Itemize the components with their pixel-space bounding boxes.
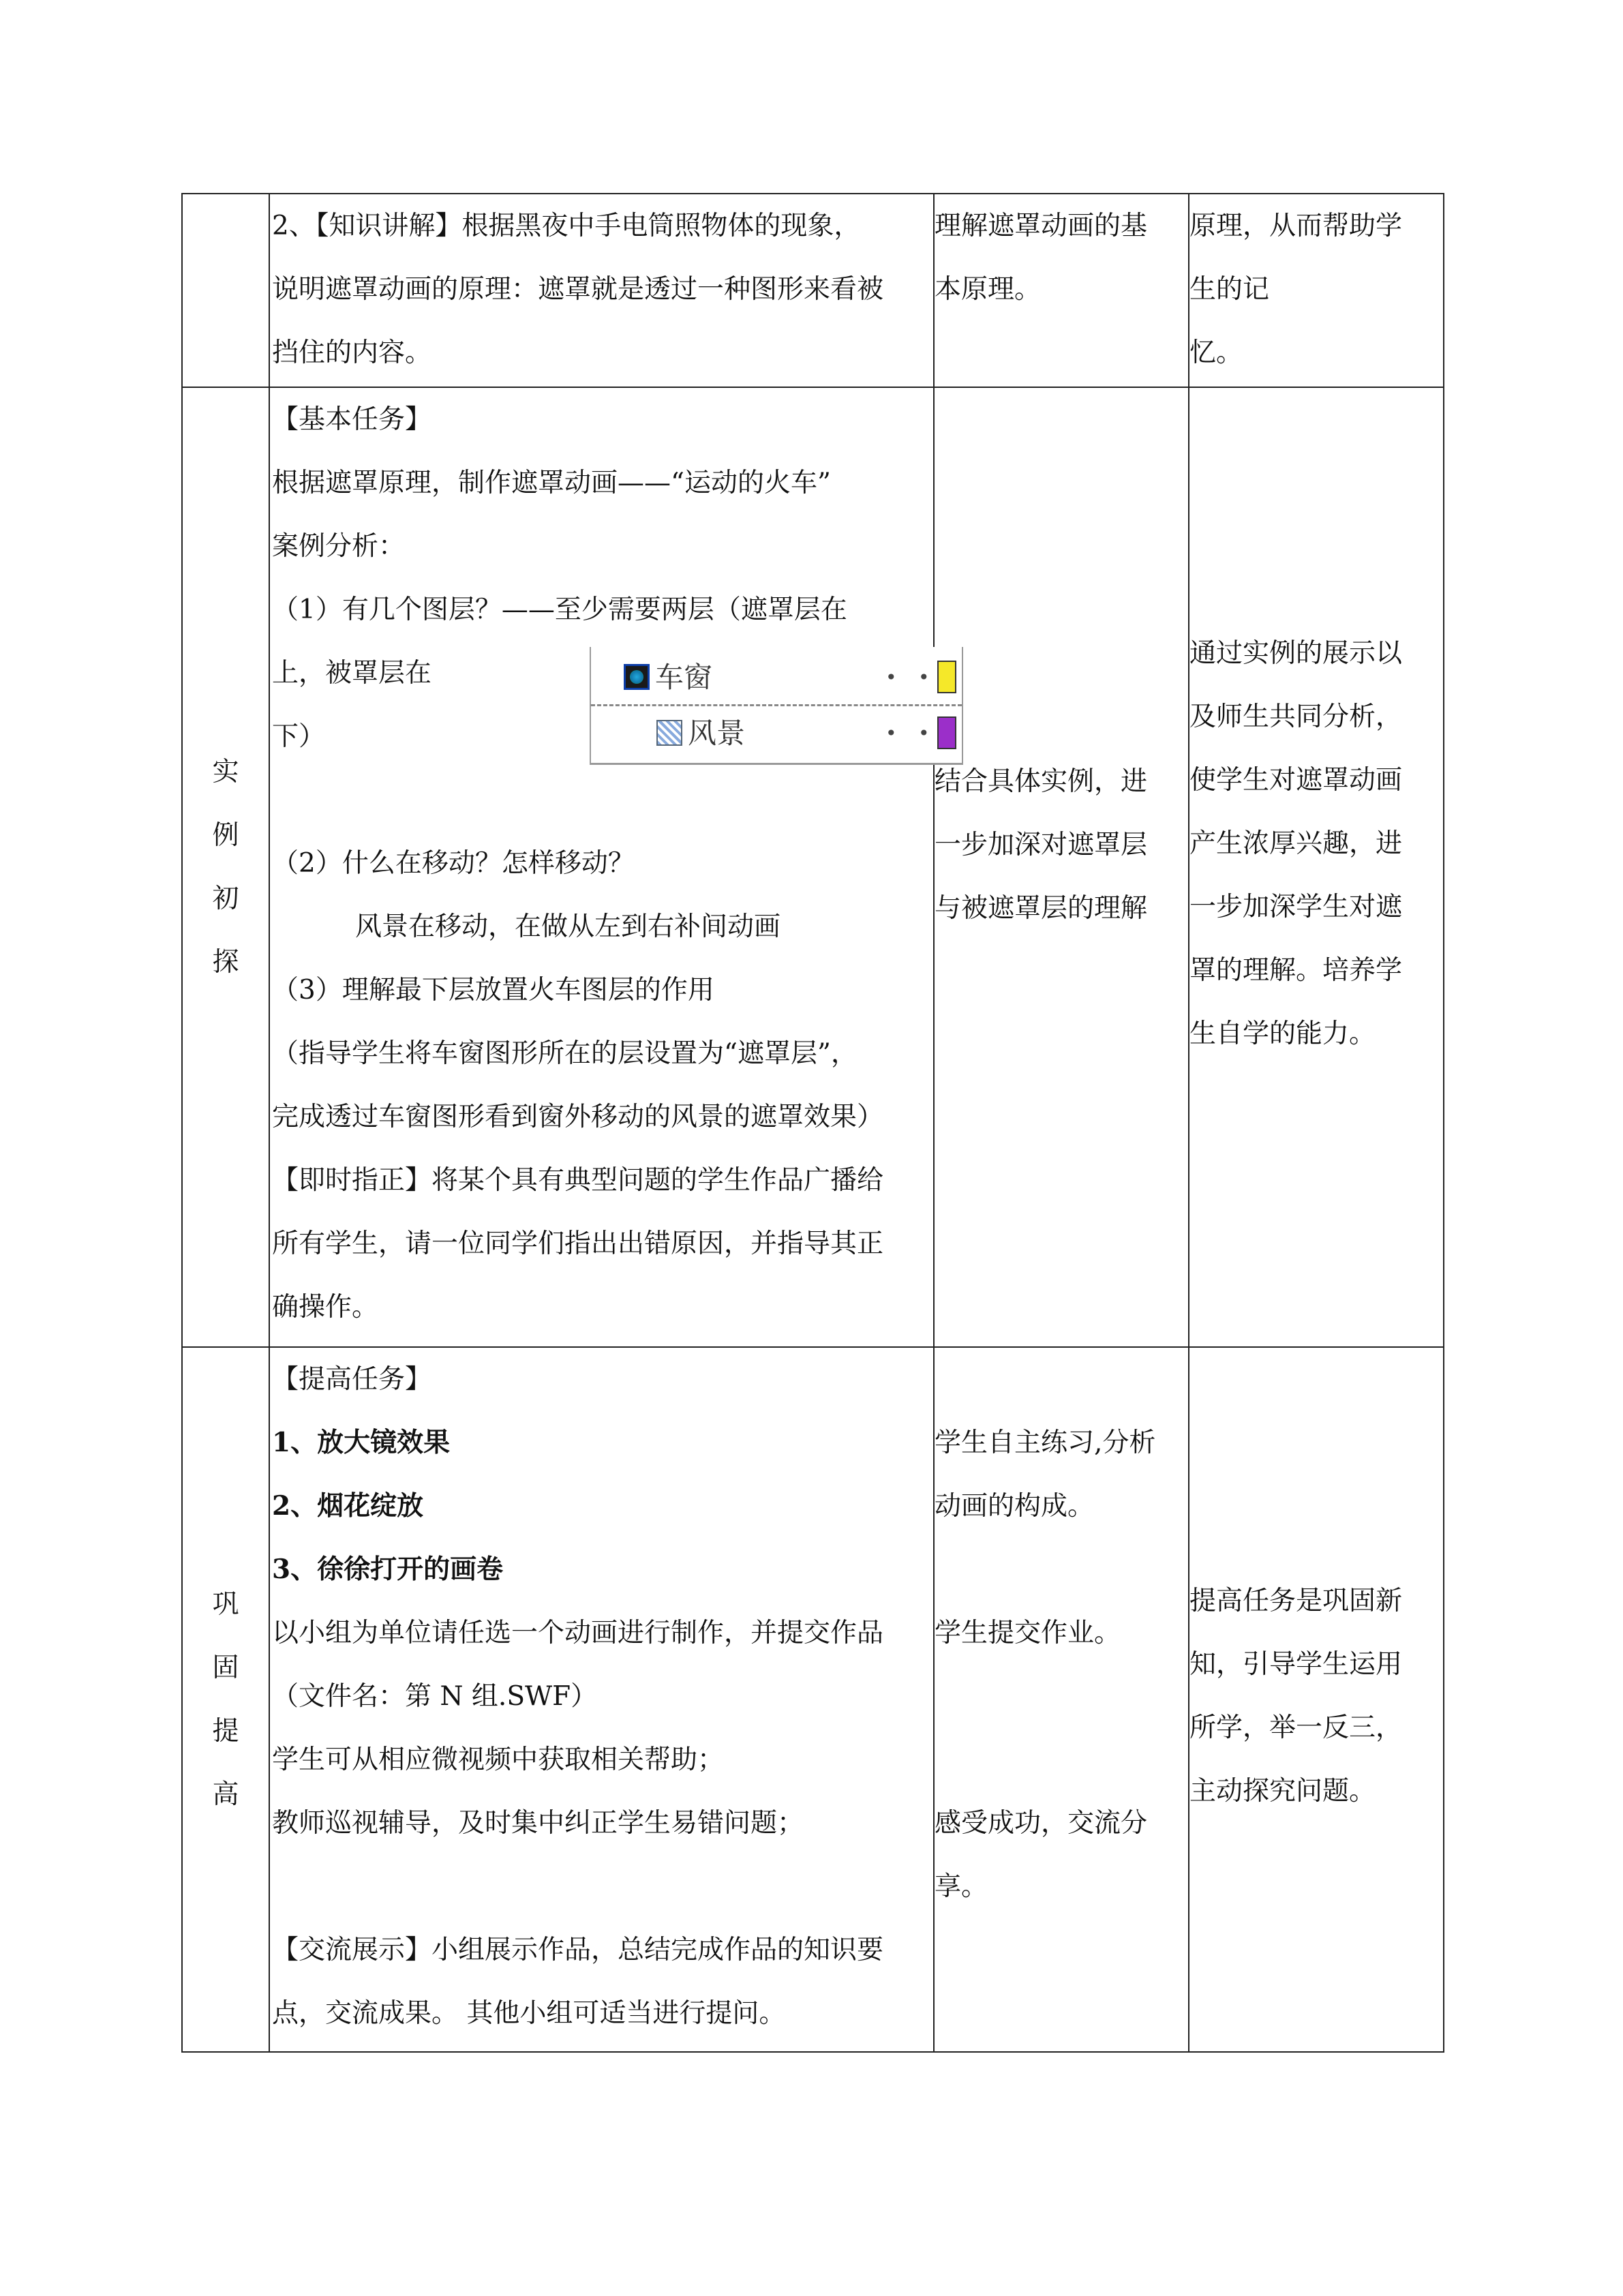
student-line: 学生提交作业。 — [935, 1618, 1121, 1648]
table-row — [182, 387, 1444, 1347]
content-line: （2）什么在移动？怎样移动？ — [272, 848, 635, 879]
layer-panel-image — [590, 647, 963, 765]
intent-line: 一步加深学生对遮 — [1189, 892, 1403, 922]
mask-layer-icon — [624, 664, 650, 690]
design-intent-cell — [1189, 387, 1444, 1347]
student-activity-cell — [934, 194, 1189, 387]
student-activity-cell — [934, 387, 1189, 1347]
stage-cell — [182, 194, 269, 387]
table-row — [182, 194, 1444, 387]
content-line: 点，交流成果。 其他小组可适当进行提问。 — [272, 1998, 786, 2029]
intent-line: 主动探究问题。 — [1189, 1776, 1376, 1807]
intent-line: 知，引导学生运用 — [1189, 1649, 1403, 1680]
dot-icon: • — [918, 721, 930, 744]
layer-color-swatch — [937, 716, 956, 749]
stage-char: 提 — [212, 1716, 239, 1747]
layer-color-swatch — [937, 661, 956, 693]
dot-icon: • — [885, 721, 897, 744]
content-line: 【交流展示】小组展示作品，总结完成作品的知识要 — [272, 1935, 884, 1965]
content-line: 学生可从相应微视频中获取相关帮助； — [272, 1744, 725, 1775]
stage-char: 探 — [212, 947, 239, 978]
content-cell — [269, 387, 934, 1347]
content-line: 1、放大镜效果 — [272, 1427, 451, 1458]
content-line: 风景在移动，在做从左到右补间动画 — [355, 911, 781, 942]
stage-label — [183, 740, 269, 994]
masked-layer-icon — [656, 720, 682, 746]
dot-icon: • — [885, 665, 897, 689]
intent-line: 所学，举一反三， — [1189, 1712, 1403, 1743]
student-line: 动画的构成。 — [935, 1491, 1095, 1522]
student-line: 一步加深对遮罩层 — [935, 830, 1148, 860]
intent-line: 生自学的能力。 — [1189, 1018, 1376, 1049]
student-line: 学生自主练习,分析 — [935, 1428, 1156, 1458]
stage-char: 初 — [212, 883, 239, 914]
content-cell — [269, 194, 934, 387]
table-row — [182, 1347, 1444, 2052]
stage-char: 高 — [212, 1779, 239, 1810]
layer-name: 风景 — [688, 716, 746, 750]
layer-row-mask — [591, 650, 962, 706]
intent-line: 通过实例的展示以 — [1189, 638, 1403, 669]
stage-char: 固 — [212, 1652, 239, 1683]
stage-char: 例 — [212, 820, 239, 851]
content-line: （3）理解最下层放置火车图层的作用 — [272, 975, 714, 1006]
content-line: 根据遮罩原理，制作遮罩动画——“运动的火车” — [272, 468, 831, 498]
layer-row-masked — [591, 706, 962, 760]
content-line: 【基本任务】 — [272, 404, 432, 435]
dot-icon: • — [918, 665, 930, 689]
content-line: 以小组为单位请任选一个动画进行制作，并提交作品 — [272, 1618, 884, 1648]
student-line: 本原理。 — [935, 274, 1042, 305]
intent-line: 罩的理解。培养学 — [1189, 955, 1403, 986]
content-line: 完成透过车窗图形看到窗外移动的风景的遮罩效果） — [272, 1102, 884, 1132]
student-activity-cell — [934, 1347, 1189, 2052]
content-line: （1）有几个图层？——至少需要两层（遮罩层在 — [272, 594, 847, 625]
content-line: 【提高任务】 — [272, 1364, 432, 1395]
intent-line: 使学生对遮罩动画 — [1189, 765, 1403, 796]
intent-line: 产生浓厚兴趣，进 — [1189, 828, 1403, 859]
design-intent-cell — [1189, 1347, 1444, 2052]
stage-char: 巩 — [212, 1589, 239, 1620]
layer-example — [272, 641, 933, 768]
intent-line: 提高任务是巩固新 — [1189, 1586, 1403, 1616]
content-cell — [269, 1347, 934, 2052]
content-line: 所有学生，请一位同学们指出出错原因，并指导其正 — [272, 1228, 884, 1259]
student-line: 享。 — [935, 1871, 988, 1902]
stage-char: 实 — [212, 757, 239, 787]
content-line: 下） — [272, 721, 326, 752]
content-line: 3、徐徐打开的画卷 — [272, 1554, 504, 1585]
content-line: 说明遮罩动画的原理：遮罩就是透过一种图形来看被 — [272, 274, 884, 305]
content-line: 【即时指正】将某个具有典型问题的学生作品广播给 — [272, 1165, 884, 1196]
content-line: （文件名：第 N 组.SWF） — [272, 1681, 598, 1712]
intent-line: 忆。 — [1189, 337, 1243, 368]
content-line: 上，被罩层在 — [272, 658, 432, 689]
stage-label — [183, 1573, 269, 1826]
lesson-table — [181, 193, 1444, 2053]
student-line: 与被遮罩层的理解 — [935, 893, 1148, 924]
intent-line: 原理，从而帮助学 — [1189, 211, 1403, 241]
student-line: 理解遮罩动画的基 — [935, 211, 1148, 241]
content-line: 2、【知识讲解】根据黑夜中手电筒照物体的现象， — [272, 211, 861, 241]
content-line: 2、烟花绽放 — [272, 1490, 424, 1522]
content-line: 教师巡视辅导，及时集中纠正学生易错问题； — [272, 1808, 804, 1839]
stage-cell — [182, 1347, 269, 2052]
content-line: 挡住的内容。 — [272, 337, 432, 368]
intent-line: 及师生共同分析， — [1189, 701, 1403, 732]
student-line: 结合具体实例，进 — [935, 766, 1148, 797]
layer-name: 车窗 — [655, 660, 713, 694]
content-line: （指导学生将车窗图形所在的层设置为“遮罩层”， — [272, 1038, 858, 1069]
content-line: 确操作。 — [272, 1292, 379, 1323]
stage-cell — [182, 387, 269, 1347]
content-line: 案例分析： — [272, 531, 406, 562]
design-intent-cell — [1189, 194, 1444, 387]
student-line: 感受成功，交流分 — [935, 1808, 1148, 1839]
intent-line: 生的记 — [1189, 274, 1270, 305]
